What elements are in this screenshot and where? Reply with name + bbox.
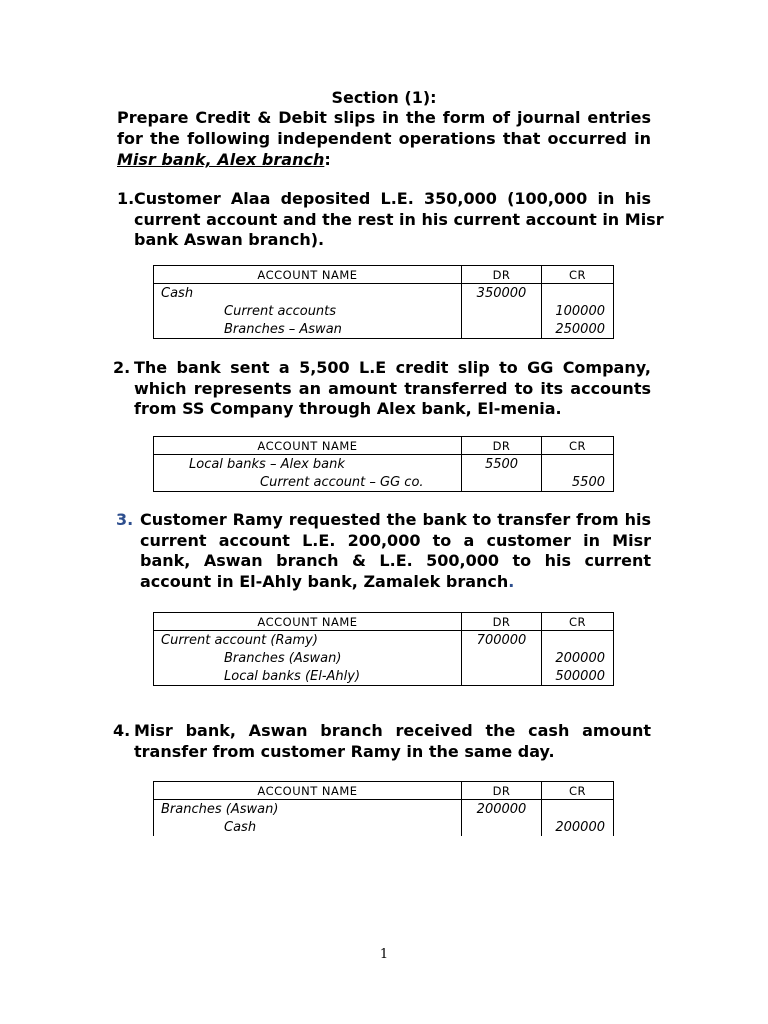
cr-cell: 5500 (542, 473, 614, 492)
account-cell: Current accounts (154, 302, 462, 320)
account-name-header: ACCOUNT NAME (154, 437, 462, 455)
question-line: account in El-Ahly bank, Zamalek branch (140, 571, 509, 591)
journal-table-4 (153, 781, 614, 836)
question-line: The bank sent a 5,500 L.E credit slip to GG Company, (134, 358, 651, 377)
question-line: Misr bank, Aswan branch received the cash amount (134, 721, 651, 740)
question-3 (116, 510, 651, 592)
question-line: transfer from customer Ramy in the same day. (134, 741, 555, 761)
dr-header: DR (462, 437, 542, 455)
question-number: 2. (113, 358, 131, 377)
dr-header: DR (462, 613, 542, 631)
question-line: from SS Company through Alex bank, El-menia. (134, 399, 562, 418)
table-row (154, 631, 614, 650)
question-end-mark: . (508, 571, 515, 591)
dr-cell (462, 667, 542, 686)
journal-table-1 (153, 265, 614, 339)
dr-cell: 200000 (462, 800, 542, 819)
intro-line-3 (117, 149, 651, 170)
dr-header: DR (462, 266, 542, 284)
table-header-row (154, 266, 614, 284)
account-name-header: ACCOUNT NAME (154, 782, 462, 800)
dr-cell: 5500 (462, 455, 542, 474)
question-line: bank Aswan branch). (134, 230, 325, 249)
table-row (154, 473, 614, 492)
question-number: 1. (117, 189, 135, 208)
cr-header: CR (542, 613, 614, 631)
account-cell: Cash (154, 818, 462, 836)
intro-paragraph (117, 107, 651, 170)
table-header-row (154, 782, 614, 800)
cr-header: CR (542, 782, 614, 800)
intro-colon: : (324, 150, 331, 169)
dr-cell (462, 649, 542, 667)
table-row (154, 667, 614, 686)
table-row (154, 800, 614, 819)
account-cell: Branches (Aswan) (154, 800, 462, 819)
question-number: 3. (116, 510, 134, 529)
cr-cell (542, 800, 614, 819)
question-line: Customer Alaa deposited L.E. 350,000 (100,000 in his (134, 189, 651, 208)
account-name-header: ACCOUNT NAME (154, 613, 462, 631)
bank-name: Misr bank, Alex branch (117, 150, 325, 169)
account-cell: Cash (154, 284, 462, 303)
cr-cell (542, 631, 614, 650)
dr-cell (462, 473, 542, 492)
account-cell: Branches – Aswan (154, 320, 462, 339)
cr-cell: 500000 (542, 667, 614, 686)
cr-cell (542, 284, 614, 303)
cr-header: CR (542, 266, 614, 284)
question-4 (113, 721, 651, 762)
page-number: 1 (379, 947, 389, 962)
table-row (154, 818, 614, 836)
cr-cell: 250000 (542, 320, 614, 339)
question-line: current account and the rest in his current account in Misr (134, 209, 664, 229)
table-row (154, 320, 614, 339)
account-cell: Current account (Ramy) (154, 631, 462, 650)
intro-line-1: Prepare Credit & Debit slips in the form of journal entries (117, 108, 651, 127)
question-line: Customer Ramy requested the bank to transfer from his (140, 510, 651, 529)
question-line: bank, Aswan branch & L.E. 500,000 to his current (140, 551, 651, 570)
question-line: current account L.E. 200,000 to a customer in Misr (140, 530, 651, 550)
dr-cell (462, 320, 542, 339)
table-row (154, 455, 614, 474)
dr-cell (462, 302, 542, 320)
intro-line-2: for the following independent operations that occurred in (117, 129, 651, 148)
cr-cell (542, 455, 614, 474)
section-title: Section (1): (331, 88, 437, 107)
account-cell: Branches (Aswan) (154, 649, 462, 667)
question-line-last (140, 572, 651, 593)
account-name-header: ACCOUNT NAME (154, 266, 462, 284)
dr-cell: 350000 (462, 284, 542, 303)
cr-cell: 200000 (542, 649, 614, 667)
table-row (154, 649, 614, 667)
cr-cell: 100000 (542, 302, 614, 320)
journal-table-3 (153, 612, 614, 686)
question-2 (113, 358, 651, 420)
account-cell: Local banks – Alex bank (154, 455, 462, 474)
dr-cell: 700000 (462, 631, 542, 650)
table-row (154, 302, 614, 320)
cr-cell: 200000 (542, 818, 614, 836)
question-1 (117, 189, 664, 251)
table-header-row (154, 437, 614, 455)
journal-table-2 (153, 436, 614, 492)
dr-header: DR (462, 782, 542, 800)
account-cell: Current account – GG co. (154, 473, 462, 492)
cr-header: CR (542, 437, 614, 455)
question-number: 4. (113, 721, 131, 740)
dr-cell (462, 818, 542, 836)
table-row (154, 284, 614, 303)
table-header-row (154, 613, 614, 631)
question-line: which represents an amount transferred to its accounts (134, 378, 651, 398)
account-cell: Local banks (El-Ahly) (154, 667, 462, 686)
